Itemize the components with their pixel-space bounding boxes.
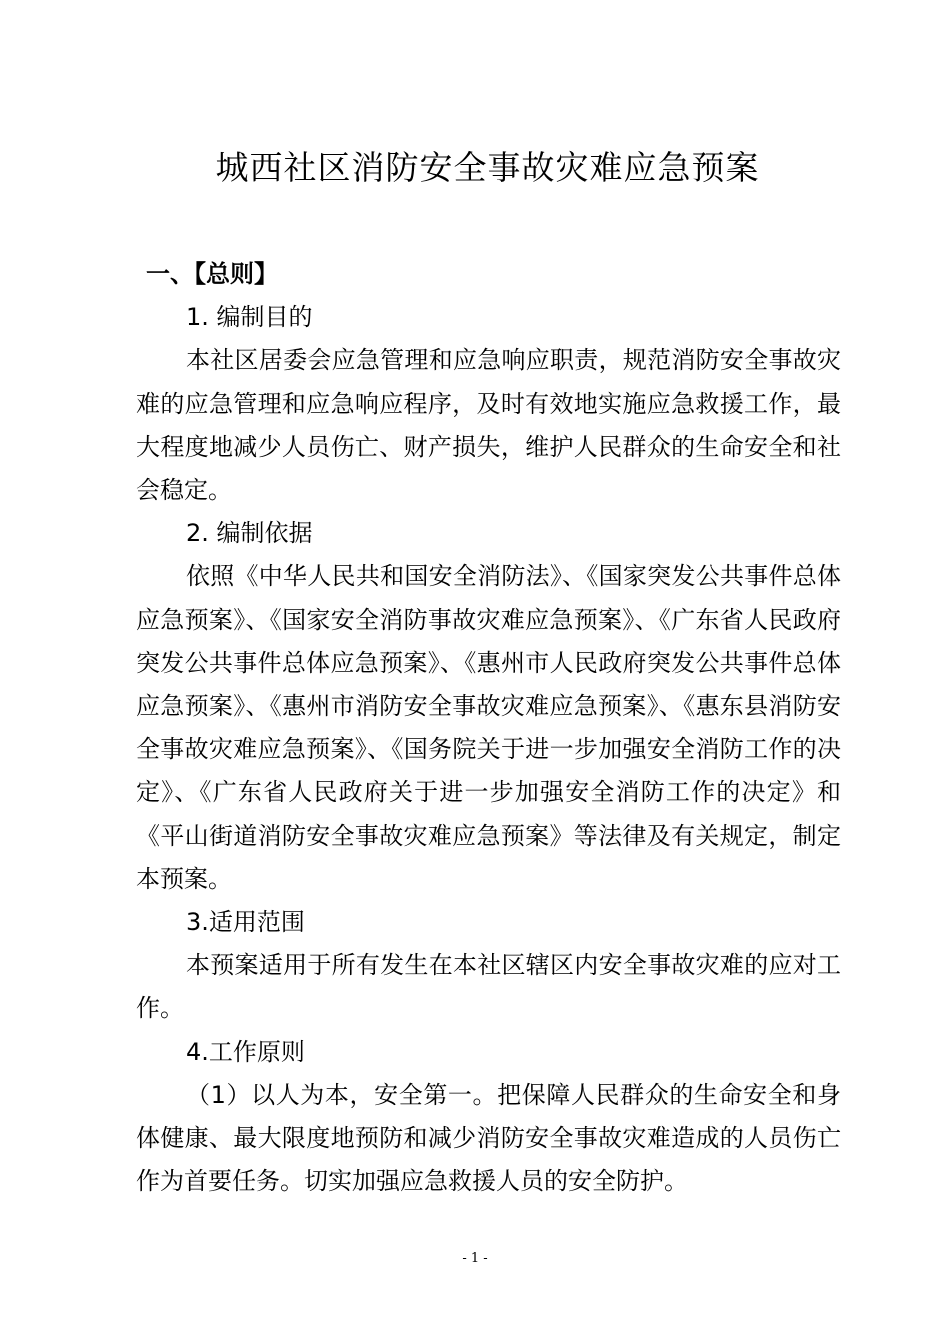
document-body [136, 253, 841, 1203]
paragraph-basis: 依照《中华人民共和国安全消防法》、《国家突发公共事件总体应急预案》、《国家安全消防事故灾难应急预案》、《广东省人民政府突发公共事件总体应急预案》、《惠州市人民政府突发公共事件总体应急预案》、《惠州市消防安全事故灾难应急预案》、《惠东县消防安全事故灾难应急预案》、《国务院关于进一步加强安全消防工作的决定》、《广东省人民政府关于进一步加强安全消防工作的决定》和《平山街道消防安全事故灾难应急预案》等法律及有关规定，制定本预案。 [136, 562, 841, 893]
page-number: - 1 - [462, 1251, 488, 1266]
document-title: 城西社区消防安全事故灾难应急预案 [215, 148, 760, 187]
section-heading-general: 一、【总则】 [146, 260, 278, 288]
paragraph-purpose: 本社区居委会应急管理和应急响应职责，规范消防安全事故灾难的应急管理和应急响应程序，及时有效地实施应急救援工作，最大程度地减少人员伤亡、财产损失，维护人民群众的生命安全和社会稳定。 [136, 346, 841, 505]
subsection-heading-purpose: 1. 编制目的 [186, 303, 313, 332]
paragraph-scope: 本预案适用于所有发生在本社区辖区内安全事故灾难的应对工作。 [136, 951, 841, 1023]
subsection-heading-scope: 3.适用范围 [186, 908, 305, 937]
subsection-heading-principles: 4.工作原则 [186, 1037, 305, 1066]
subsection-heading-basis: 2. 编制依据 [186, 519, 313, 548]
paragraph-principle-1: （1）以人为本，安全第一。把保障人民群众的生命安全和身体健康、最大限度地预防和减少消防安全事故灾难造成的人员伤亡作为首要任务。切实加强应急救援人员的安全防护。 [136, 1080, 841, 1196]
